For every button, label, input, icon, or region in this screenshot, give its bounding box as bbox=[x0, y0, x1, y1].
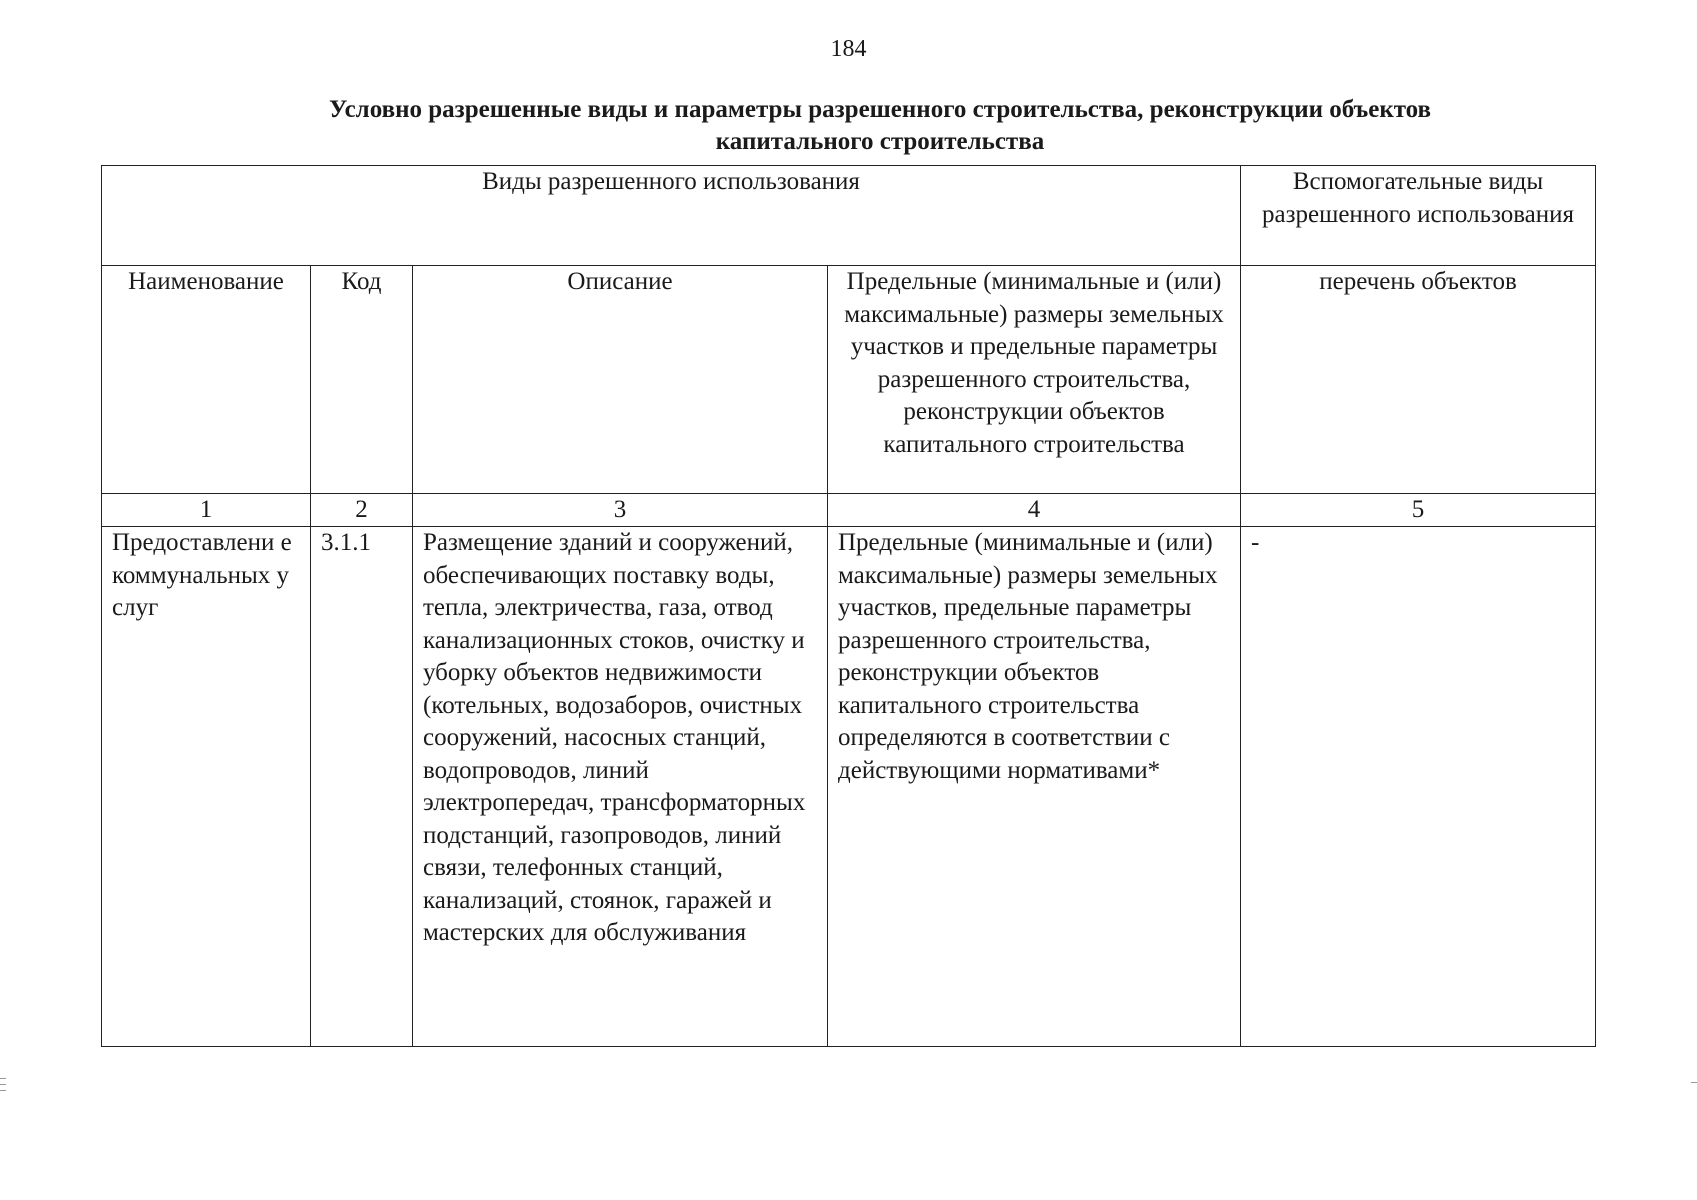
column-number-5: 5 bbox=[1241, 494, 1596, 527]
scan-margin-mark bbox=[1691, 1082, 1697, 1083]
scan-margin-mark bbox=[0, 1084, 6, 1085]
column-number-3: 3 bbox=[413, 494, 828, 527]
column-number-1: 1 bbox=[102, 494, 311, 527]
group-header-row bbox=[102, 166, 1596, 266]
table-row bbox=[102, 527, 1596, 1047]
document-title-line-1: Условно разрешенные виды и параметры разрешенного строительства, реконструкции объектов bbox=[328, 96, 1432, 123]
column-header-name: Наименование bbox=[102, 266, 311, 494]
column-header-row bbox=[102, 266, 1596, 494]
column-header-limits: Предельные (минимальные и (или) максимальные) размеры земельных участков и предельные параметры разрешенного строительства, реконструкции объектов капитального строительства bbox=[828, 266, 1241, 494]
document-title bbox=[150, 94, 1610, 158]
row-name-cell: Предоставлени е коммунальных услуг bbox=[102, 527, 311, 1047]
document-title-line-2: капитального строительства bbox=[715, 128, 1045, 155]
permitted-use-table bbox=[101, 165, 1596, 1047]
column-header-description: Описание bbox=[413, 266, 828, 494]
group-header-main: Виды разрешенного использования bbox=[102, 166, 1241, 266]
row-description-cell: Размещение зданий и сооружений, обеспечивающих поставку воды, тепла, электричества, газа, отвод канализационных стоков, очистку и уборку объектов недвижимости (котельных, водозаборов, очистных сооружений, насосных станций, водопроводов, линий электропередач, трансформаторных подстанций, газопроводов, линий связи, телефонных станций, канализаций, стоянок, гаражей и мастерских для обслуживания bbox=[413, 527, 828, 1047]
row-objects-cell: - bbox=[1241, 527, 1596, 1047]
row-limits-cell: Предельные (минимальные и (или) максимальные) размеры земельных участков, предельные параметры разрешенного строительства, реконструкции объектов капитального строительства определяются в соответствии с действующими нормативами* bbox=[828, 527, 1241, 1047]
group-header-aux: Вспомогательные виды разрешенного использования bbox=[1241, 166, 1596, 266]
column-number-2: 2 bbox=[311, 494, 413, 527]
scan-margin-mark bbox=[0, 1078, 6, 1079]
column-header-code: Код bbox=[311, 266, 413, 494]
column-number-row bbox=[102, 494, 1596, 527]
column-header-objects: перечень объектов bbox=[1241, 266, 1596, 494]
page-number: 184 bbox=[830, 36, 867, 62]
row-code-cell: 3.1.1 bbox=[311, 527, 413, 1047]
column-number-4: 4 bbox=[828, 494, 1241, 527]
scan-margin-mark bbox=[0, 1090, 6, 1091]
